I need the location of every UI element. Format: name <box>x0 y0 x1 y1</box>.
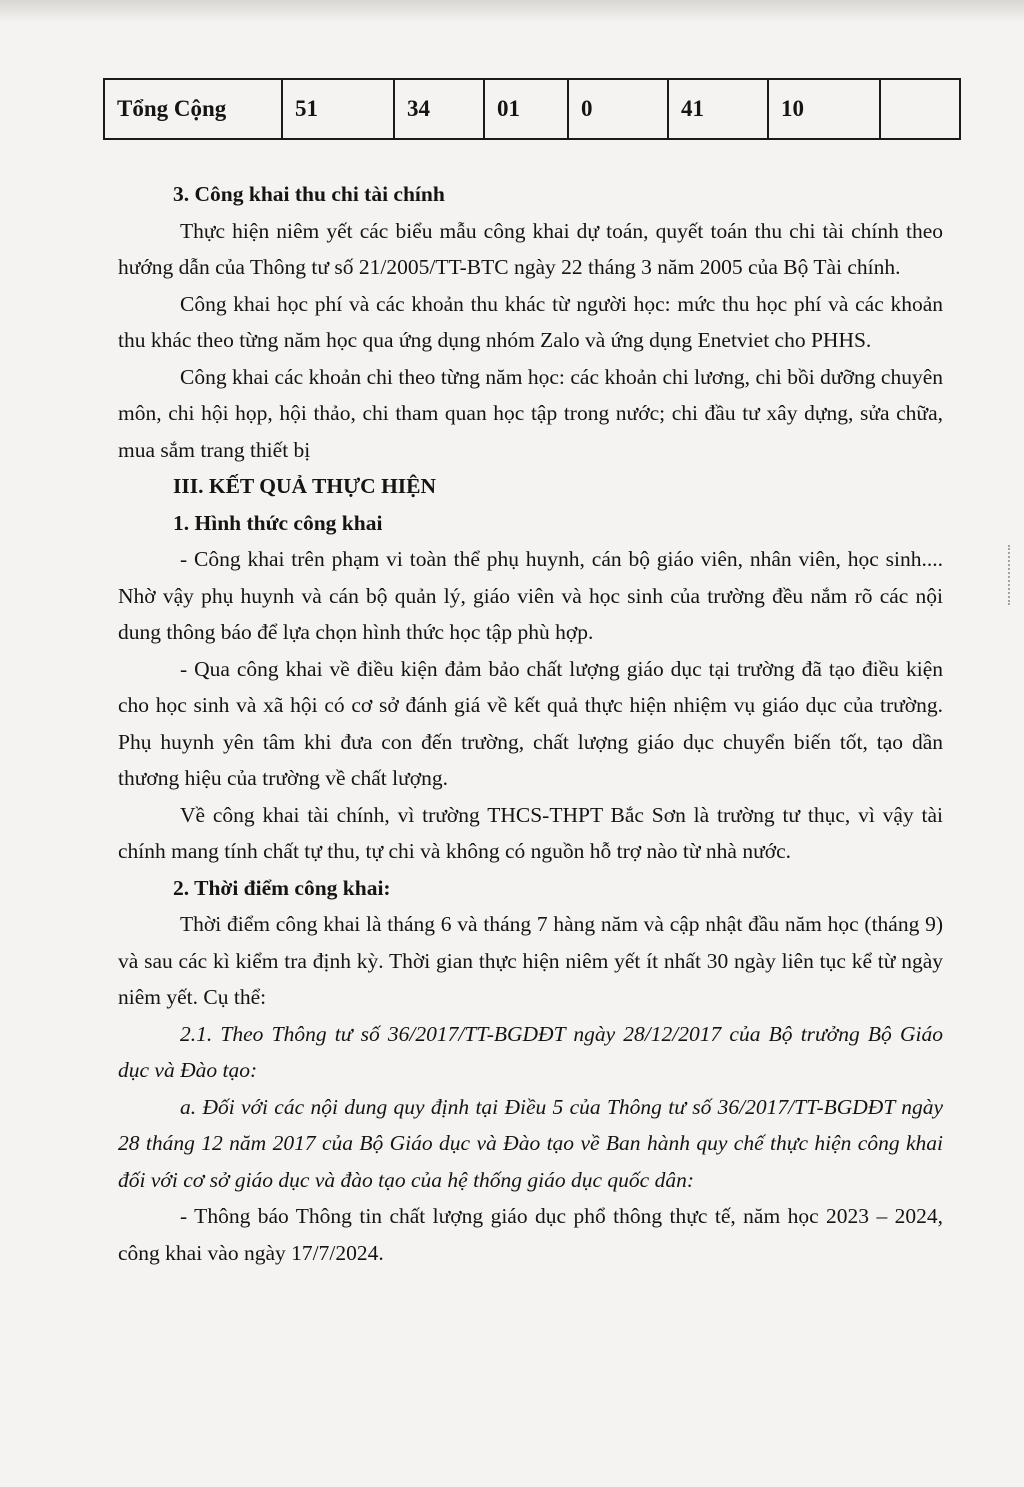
table-cell: 10 <box>768 79 880 139</box>
table-cell <box>880 79 960 139</box>
summary-table <box>103 78 961 140</box>
paragraph: Thực hiện niêm yết các biểu mẫu công khai dự toán, quyết toán thu chi tài chính theo hướng dẫn của Thông tư số 21/2005/TT-BTC ngày 22 tháng 3 năm 2005 của Bộ Tài chính. <box>118 218 943 279</box>
table-cell: 34 <box>394 79 484 139</box>
table-row-total <box>104 79 960 139</box>
table-cell: 51 <box>282 79 394 139</box>
subsection-heading: 1. Hình thức công khai <box>173 510 383 535</box>
paragraph: - Thông báo Thông tin chất lượng giáo dục phổ thông thực tế, năm học 2023 – 2024, công khai vào ngày 17/7/2024. <box>118 1204 943 1265</box>
paragraph: - Công khai trên phạm vi toàn thể phụ huynh, cán bộ giáo viên, nhân viên, học sinh.... Nhờ vậy phụ huynh và cán bộ quản lý, giáo viên và học sinh của trường đều nắm rõ các nội dung thông báo để lựa chọn hình thức học tập phù hợp. <box>118 547 943 644</box>
paragraph: - Qua công khai về điều kiện đảm bảo chất lượng giáo dục tại trường đã tạo điều kiện cho học sinh và xã hội có cơ sở đánh giá về kết quả thực hiện nhiệm vụ giáo dục của trường. Phụ huynh yên tâm khi đưa con đến trường, chất lượng giáo dục chuyển biến tốt, tạo dần thương hiệu của trường về chất lượng. <box>118 656 943 790</box>
scan-edge <box>0 0 1024 22</box>
paragraph: Công khai các khoản chi theo từng năm học: các khoản chi lương, chi bồi dưỡng chuyên môn, chi hội họp, hội thảo, chi tham quan học tập trong nước; chi đầu tư xây dựng, sửa chữa, mua sắm trang thiết bị <box>118 364 943 462</box>
paragraph: Công khai học phí và các khoản thu khác từ người học: mức thu học phí và các khoản thu khác theo từng năm học qua ứng dụng nhóm Zalo và ứng dụng Enetviet cho PHHS. <box>118 291 943 352</box>
section-heading: 3. Công khai thu chi tài chính <box>173 182 445 206</box>
paragraph: Thời điểm công khai là tháng 6 và tháng 7 hàng năm và cập nhật đầu năm học (tháng 9) và sau các kì kiểm tra định kỳ. Thời gian thực hiện niêm yết ít nhất 30 ngày liên tục kể từ ngày niêm yết. Cụ thể: <box>118 912 943 1009</box>
paragraph: Về công khai tài chính, vì trường THCS-THPT Bắc Sơn là trường tư thục, vì vậy tài chính mang tính chất tự thu, tự chi và không có nguồn hỗ trợ nào từ nhà nước. <box>118 802 943 863</box>
scan-margin-mark <box>1008 545 1020 605</box>
subsection-heading: 2. Thời điểm công khai: <box>173 875 391 900</box>
paragraph-italic: 2.1. Theo Thông tư số 36/2017/TT-BGDĐT ngày 28/12/2017 của Bộ trưởng Bộ Giáo dục và Đào tạo: <box>118 1021 943 1082</box>
section-heading: III. KẾT QUẢ THỰC HIỆN <box>173 474 437 498</box>
table-cell: 41 <box>668 79 768 139</box>
table-cell: 0 <box>568 79 668 139</box>
paragraph-italic: a. Đối với các nội dung quy định tại Điều 5 của Thông tư số 36/2017/TT-BGDĐT ngày 28 tháng 12 năm 2017 của Bộ Giáo dục và Đào tạo về Ban hành quy chế thực hiện công khai đối với cơ sở giáo dục và đào tạo của hệ thống giáo dục quốc dân: <box>118 1094 943 1192</box>
table-cell: 01 <box>484 79 568 139</box>
table-cell-label: Tổng Cộng <box>104 79 282 139</box>
document-body <box>118 176 943 1271</box>
